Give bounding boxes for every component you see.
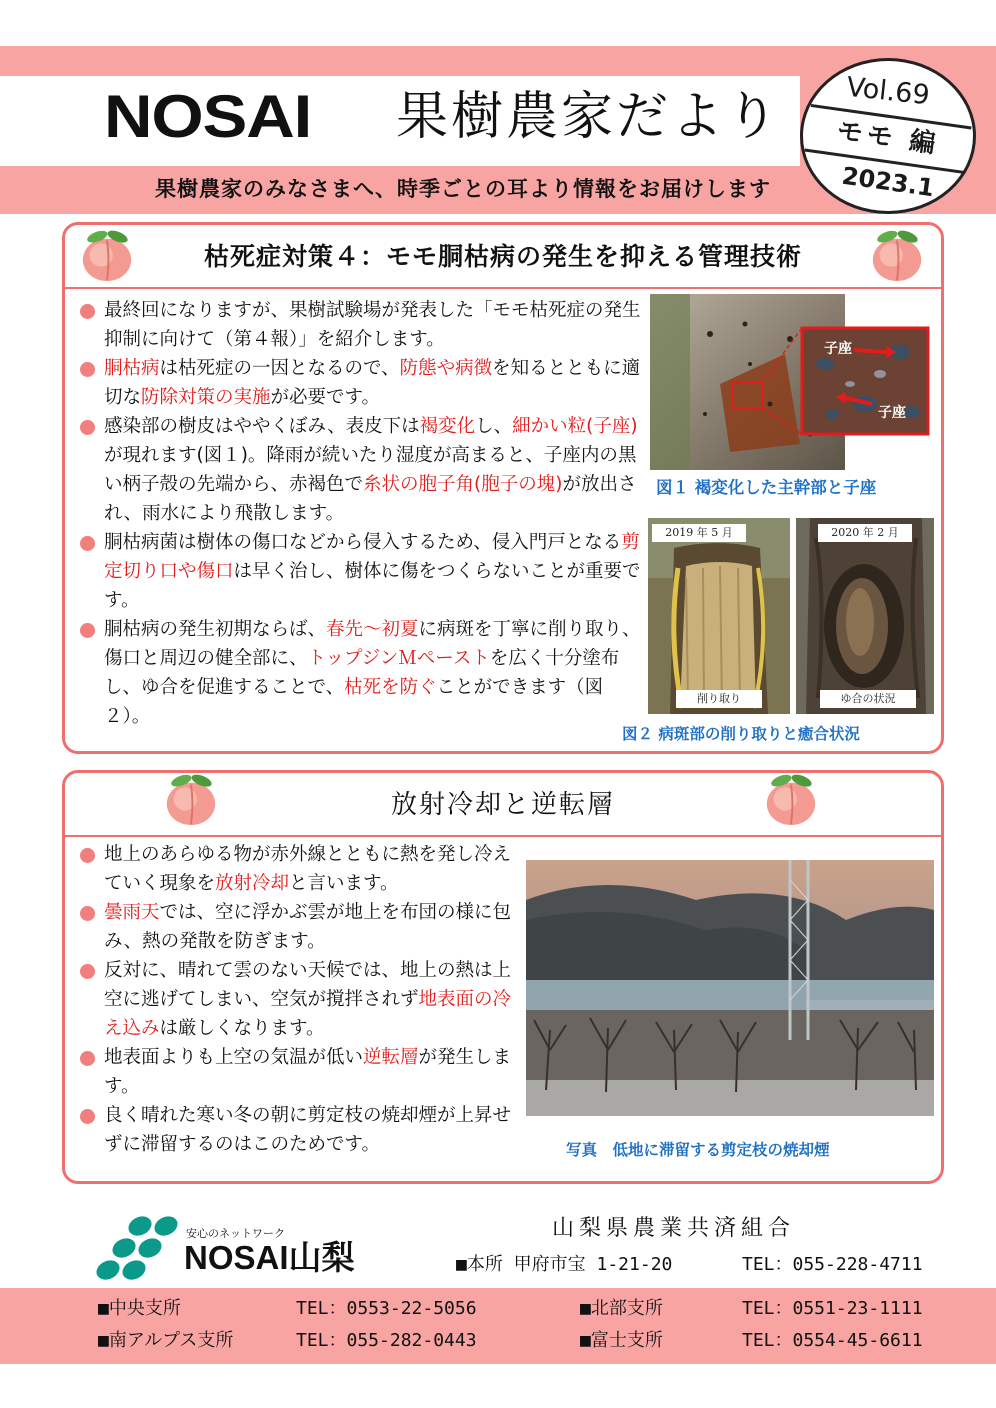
highlight-text: 糸状の胞子角(胞子の塊) xyxy=(363,474,563,495)
cooling-bullet-list xyxy=(78,840,524,1159)
branch-tel: TEL：055-282-0443 xyxy=(296,1330,477,1351)
fig2-label-scraped: 削り取り xyxy=(676,690,762,708)
figure2-caption: 図２ 病斑部の削り取りと癒合状況 xyxy=(622,725,860,743)
bullet-item xyxy=(78,615,642,731)
fig1-label-stroma-a: 子座 xyxy=(824,341,852,357)
body-text: 胴枯病菌は樹体の傷口などから侵入するため、侵入門戸となる xyxy=(104,532,622,553)
figure1-photo xyxy=(650,294,934,470)
highlight-text: 防除対策の実施 xyxy=(141,387,271,408)
section-title: 枯死症対策４：モモ胴枯病の発生を抑える管理技術 xyxy=(203,242,802,271)
body-text: では、空に浮かぶ雲が地上を布団の様に包み、熱の発散を防ぎます。 xyxy=(104,902,512,952)
branch-name: ■北部支所 xyxy=(580,1298,663,1319)
peach-icon xyxy=(78,226,136,284)
highlight-text: 放射冷却 xyxy=(215,873,290,894)
body-text: に病斑を丁寧に削り取り、傷口と周辺の健全部に、 xyxy=(104,619,641,669)
bullet-item xyxy=(78,840,524,898)
branch-tel: TEL：0553-22-5056 xyxy=(296,1298,477,1319)
branch-name: ■富士支所 xyxy=(580,1330,663,1351)
nosai-yamanashi-logo-icon xyxy=(92,1214,186,1284)
fig2-date-left: 2019 年 5 月 xyxy=(652,524,746,542)
peach-icon xyxy=(868,226,926,284)
body-text: が発生します。 xyxy=(104,1047,512,1097)
section-divider xyxy=(65,287,941,289)
body-text: を知るとともに適切な xyxy=(104,358,641,408)
body-text: は枯死症の一因となるので、 xyxy=(159,358,400,379)
highlight-text: 剪定切り口や傷口 xyxy=(104,532,640,582)
bullet-item xyxy=(78,354,642,412)
figure1-caption: 図１ 褐変化した主幹部と子座 xyxy=(656,478,877,497)
body-text: は厳しくなります。 xyxy=(159,1018,325,1039)
branch-name: ■中央支所 xyxy=(98,1298,181,1319)
newsletter-subtitle: 果樹農家のみなさまへ、時季ごとの耳より情報をお届けします xyxy=(155,177,771,201)
organization-name: 山梨県農業共済組合 xyxy=(552,1216,796,1241)
highlight-text: 胴枯病 xyxy=(104,358,160,379)
bullet-item xyxy=(78,528,642,615)
peach-icon xyxy=(162,770,220,828)
peach-icon xyxy=(762,770,820,828)
highlight-text: 褐変化 xyxy=(419,416,476,437)
head-office xyxy=(456,1250,923,1280)
figure2-photo-scraped xyxy=(648,518,790,714)
branch-name: ■南アルプス支所 xyxy=(98,1330,234,1351)
branch-tel: TEL：0554-45-6611 xyxy=(742,1330,923,1351)
figure2-photo-healed xyxy=(796,518,934,714)
footer-logo-text: NOSAI山梨 xyxy=(184,1239,355,1276)
footer-logo-tagline: 安心のネットワーク xyxy=(186,1227,285,1240)
head-office-address: ■本所 甲府市宝 1-21-20 xyxy=(456,1254,673,1275)
bullet-item xyxy=(78,412,642,528)
newsletter-title: 果樹農家だより xyxy=(396,87,782,147)
body-text: 感染部の樹皮はややくぼみ、表皮下は xyxy=(104,416,420,437)
nosai-logo: NOSAI xyxy=(104,83,312,150)
fig2-label-healed: ゆ合の状況 xyxy=(820,690,916,708)
smoke-photo xyxy=(526,860,934,1116)
body-text: 胴枯病の発生初期ならば、 xyxy=(104,619,327,640)
bullet-item xyxy=(78,898,524,956)
highlight-text: 逆転層 xyxy=(363,1047,419,1068)
section-title: 放射冷却と逆転層 xyxy=(390,790,615,820)
bullet-item xyxy=(78,956,524,1043)
body-text: 地上のあらゆる物が赤外線とともに熱を発し冷えていく現象を xyxy=(104,844,512,894)
head-office-tel: TEL：055-228-4711 xyxy=(742,1254,923,1275)
body-text: 良く晴れた寒い冬の朝に剪定枝の焼却煙が上昇せずに滞留するのはこのためです。 xyxy=(104,1105,512,1155)
bullet-item xyxy=(78,1101,524,1159)
body-text: し、 xyxy=(475,416,513,437)
body-text: と言います。 xyxy=(289,873,399,894)
smoke-photo-caption: 写真 低地に滞留する剪定枝の焼却煙 xyxy=(566,1141,830,1159)
highlight-text: 防態や病徴 xyxy=(399,358,493,379)
bullet-item xyxy=(78,296,642,354)
body-text: 反対に、晴れて雲のない天候では、地上の熱は上空に逃げてしまい、空気が撹拌されず xyxy=(104,960,512,1010)
body-text: は早く治し、樹体に傷をつくらないことが重要です。 xyxy=(104,561,641,611)
body-text: 最終回になりますが、果樹試験場が発表した「モモ枯死症の発生抑制に向けて（第４報）」を紹介します。 xyxy=(104,300,641,350)
highlight-text: 曇雨天 xyxy=(104,902,160,923)
issue-date: 2023.1 xyxy=(840,161,936,203)
highlight-text: 春先～初夏 xyxy=(326,619,419,640)
highlight-text: 細かい粒(子座) xyxy=(512,416,638,437)
issue-edition: モモ 編 xyxy=(834,115,942,161)
issue-stamp xyxy=(800,58,976,214)
issue-volume: Vol.69 xyxy=(844,71,932,112)
section-divider xyxy=(65,835,941,837)
fig1-label-stroma-b: 子座 xyxy=(878,405,906,421)
highlight-text: 地表面の冷え込み xyxy=(104,989,512,1039)
body-text: を広く十分塗布し、ゆ合を促進することで、 xyxy=(104,648,620,698)
fig2-date-right: 2020 年 2 月 xyxy=(818,524,912,542)
body-text: が現れます(図１)。降雨が続いたり湿度が高まると、子座内の黒い柄子殻の先端から、赤褐色で xyxy=(104,445,637,495)
highlight-text: 枯死を防ぐ xyxy=(344,677,437,698)
body-text: が放出され、雨水により飛散します。 xyxy=(104,474,637,524)
branch-tel: TEL：0551-23-1111 xyxy=(742,1298,923,1319)
canker-bullet-list xyxy=(78,296,642,731)
body-text: ことができます（図２）。 xyxy=(104,677,604,727)
body-text: 地表面よりも上空の気温が低い xyxy=(104,1047,364,1068)
body-text: が必要です。 xyxy=(270,387,381,408)
bullet-item xyxy=(78,1043,524,1101)
highlight-text: トップジンＭペースト xyxy=(307,648,490,669)
